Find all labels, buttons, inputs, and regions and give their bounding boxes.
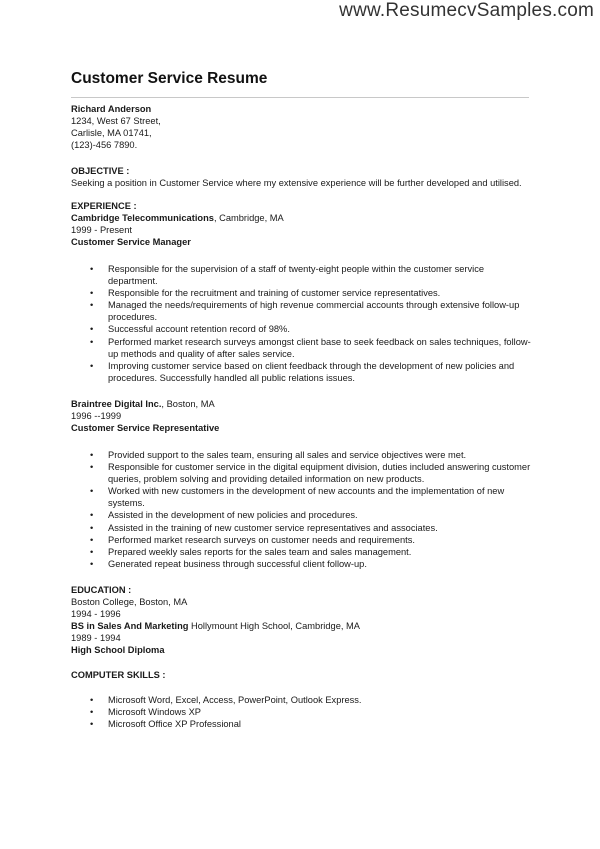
experience-section bbox=[71, 200, 284, 248]
education-school: Hollymount High School, Cambridge, MA bbox=[188, 621, 361, 632]
list-item: • Assisted in the training of new customer service representatives and associates. bbox=[90, 522, 438, 533]
skills-section bbox=[71, 669, 166, 681]
title-divider bbox=[71, 97, 529, 98]
contact-phone: (123)-456 7890. bbox=[71, 140, 138, 151]
education-degree: BS in Sales And Marketing bbox=[71, 621, 189, 632]
job-1-role: Customer Service Manager bbox=[71, 237, 191, 248]
job-2-role: Customer Service Representative bbox=[71, 423, 220, 434]
job-2-bullets bbox=[90, 449, 530, 570]
list-item: • Provided support to the sales team, ensuring all sales and service objectives were met. bbox=[90, 450, 467, 460]
job-2-header bbox=[71, 398, 219, 434]
education-college-dates: 1994 - 1996 bbox=[71, 609, 121, 620]
education-school-dates: 1989 - 1994 bbox=[71, 633, 121, 644]
skills-heading: COMPUTER SKILLS : bbox=[71, 670, 166, 680]
job-1-company: Cambridge Telecommunications bbox=[71, 213, 214, 224]
list-item: • Assisted in the development of new policies and procedures. bbox=[90, 510, 358, 521]
job-1-bullets bbox=[90, 263, 530, 384]
education-heading: EDUCATION : bbox=[71, 585, 132, 595]
list-item: • Generated repeat business through successful client follow-up. bbox=[90, 558, 367, 569]
objective-section bbox=[71, 165, 522, 189]
list-item: • Improving customer service based on client feedback through the development of new policies and procedures. Successfully handled all public relations issues. bbox=[90, 360, 515, 383]
contact-name: Richard Anderson bbox=[71, 104, 152, 114]
objective-heading: OBJECTIVE : bbox=[71, 166, 130, 176]
contact-address-1: 1234, West 67 Street, bbox=[71, 116, 161, 127]
list-item: • Worked with new customers in the development of new accounts and the implementation of new systems. bbox=[90, 486, 505, 509]
education-diploma: High School Diploma bbox=[71, 645, 165, 656]
objective-text: Seeking a position in Customer Service where my extensive experience will be further developed and utilised. bbox=[71, 178, 522, 189]
job-2-dates: 1996 --1999 bbox=[71, 411, 122, 422]
job-2-company-line bbox=[71, 398, 219, 410]
list-item: • Microsoft Office XP Professional bbox=[90, 719, 241, 730]
job-1-company-line bbox=[71, 212, 284, 224]
contact-address-2: Carlisle, MA 01741, bbox=[71, 128, 152, 139]
job-2-location: , Boston, MA bbox=[161, 399, 215, 409]
education-degree-line bbox=[71, 620, 360, 632]
list-item: • Performed market research surveys on customer needs and requirements. bbox=[90, 534, 415, 545]
list-item: • Microsoft Word, Excel, Access, PowerPoint, Outlook Express. bbox=[90, 695, 362, 705]
list-item: • Prepared weekly sales reports for the sales team and sales management. bbox=[90, 546, 412, 557]
list-item: • Responsible for the supervision of a staff of twenty-eight people within the customer service department. bbox=[90, 264, 485, 287]
job-2-company: Braintree Digital Inc. bbox=[71, 399, 162, 409]
site-watermark: www.ResumecvSamples.com bbox=[339, 0, 594, 21]
list-item: • Managed the needs/requirements of high revenue commercial accounts through extensive follow-up procedures. bbox=[90, 300, 520, 323]
experience-heading: EXPERIENCE : bbox=[71, 201, 137, 211]
list-item: • Microsoft Windows XP bbox=[90, 707, 201, 718]
skills-bullets bbox=[90, 694, 530, 730]
job-1-location: , Cambridge, MA bbox=[213, 213, 284, 224]
job-1-dates: 1999 - Present bbox=[71, 225, 132, 236]
contact-block bbox=[71, 103, 161, 151]
page-title: Customer Service Resume bbox=[71, 70, 268, 87]
list-item: • Performed market research surveys amongst client base to seek feedback on sales techniques, follow- up methods and quality of after sales service. bbox=[90, 336, 531, 359]
list-item: • Responsible for customer service in the digital equipment division, duties included answering customer queries, problem solving and providing detailed information on new products. bbox=[90, 462, 531, 485]
list-item: • Responsible for the recruitment and training of customer service representatives. bbox=[90, 288, 441, 299]
list-item: • Successful account retention record of 98%. bbox=[90, 324, 290, 335]
education-section bbox=[71, 584, 360, 657]
education-college: Boston College, Boston, MA bbox=[71, 597, 188, 608]
